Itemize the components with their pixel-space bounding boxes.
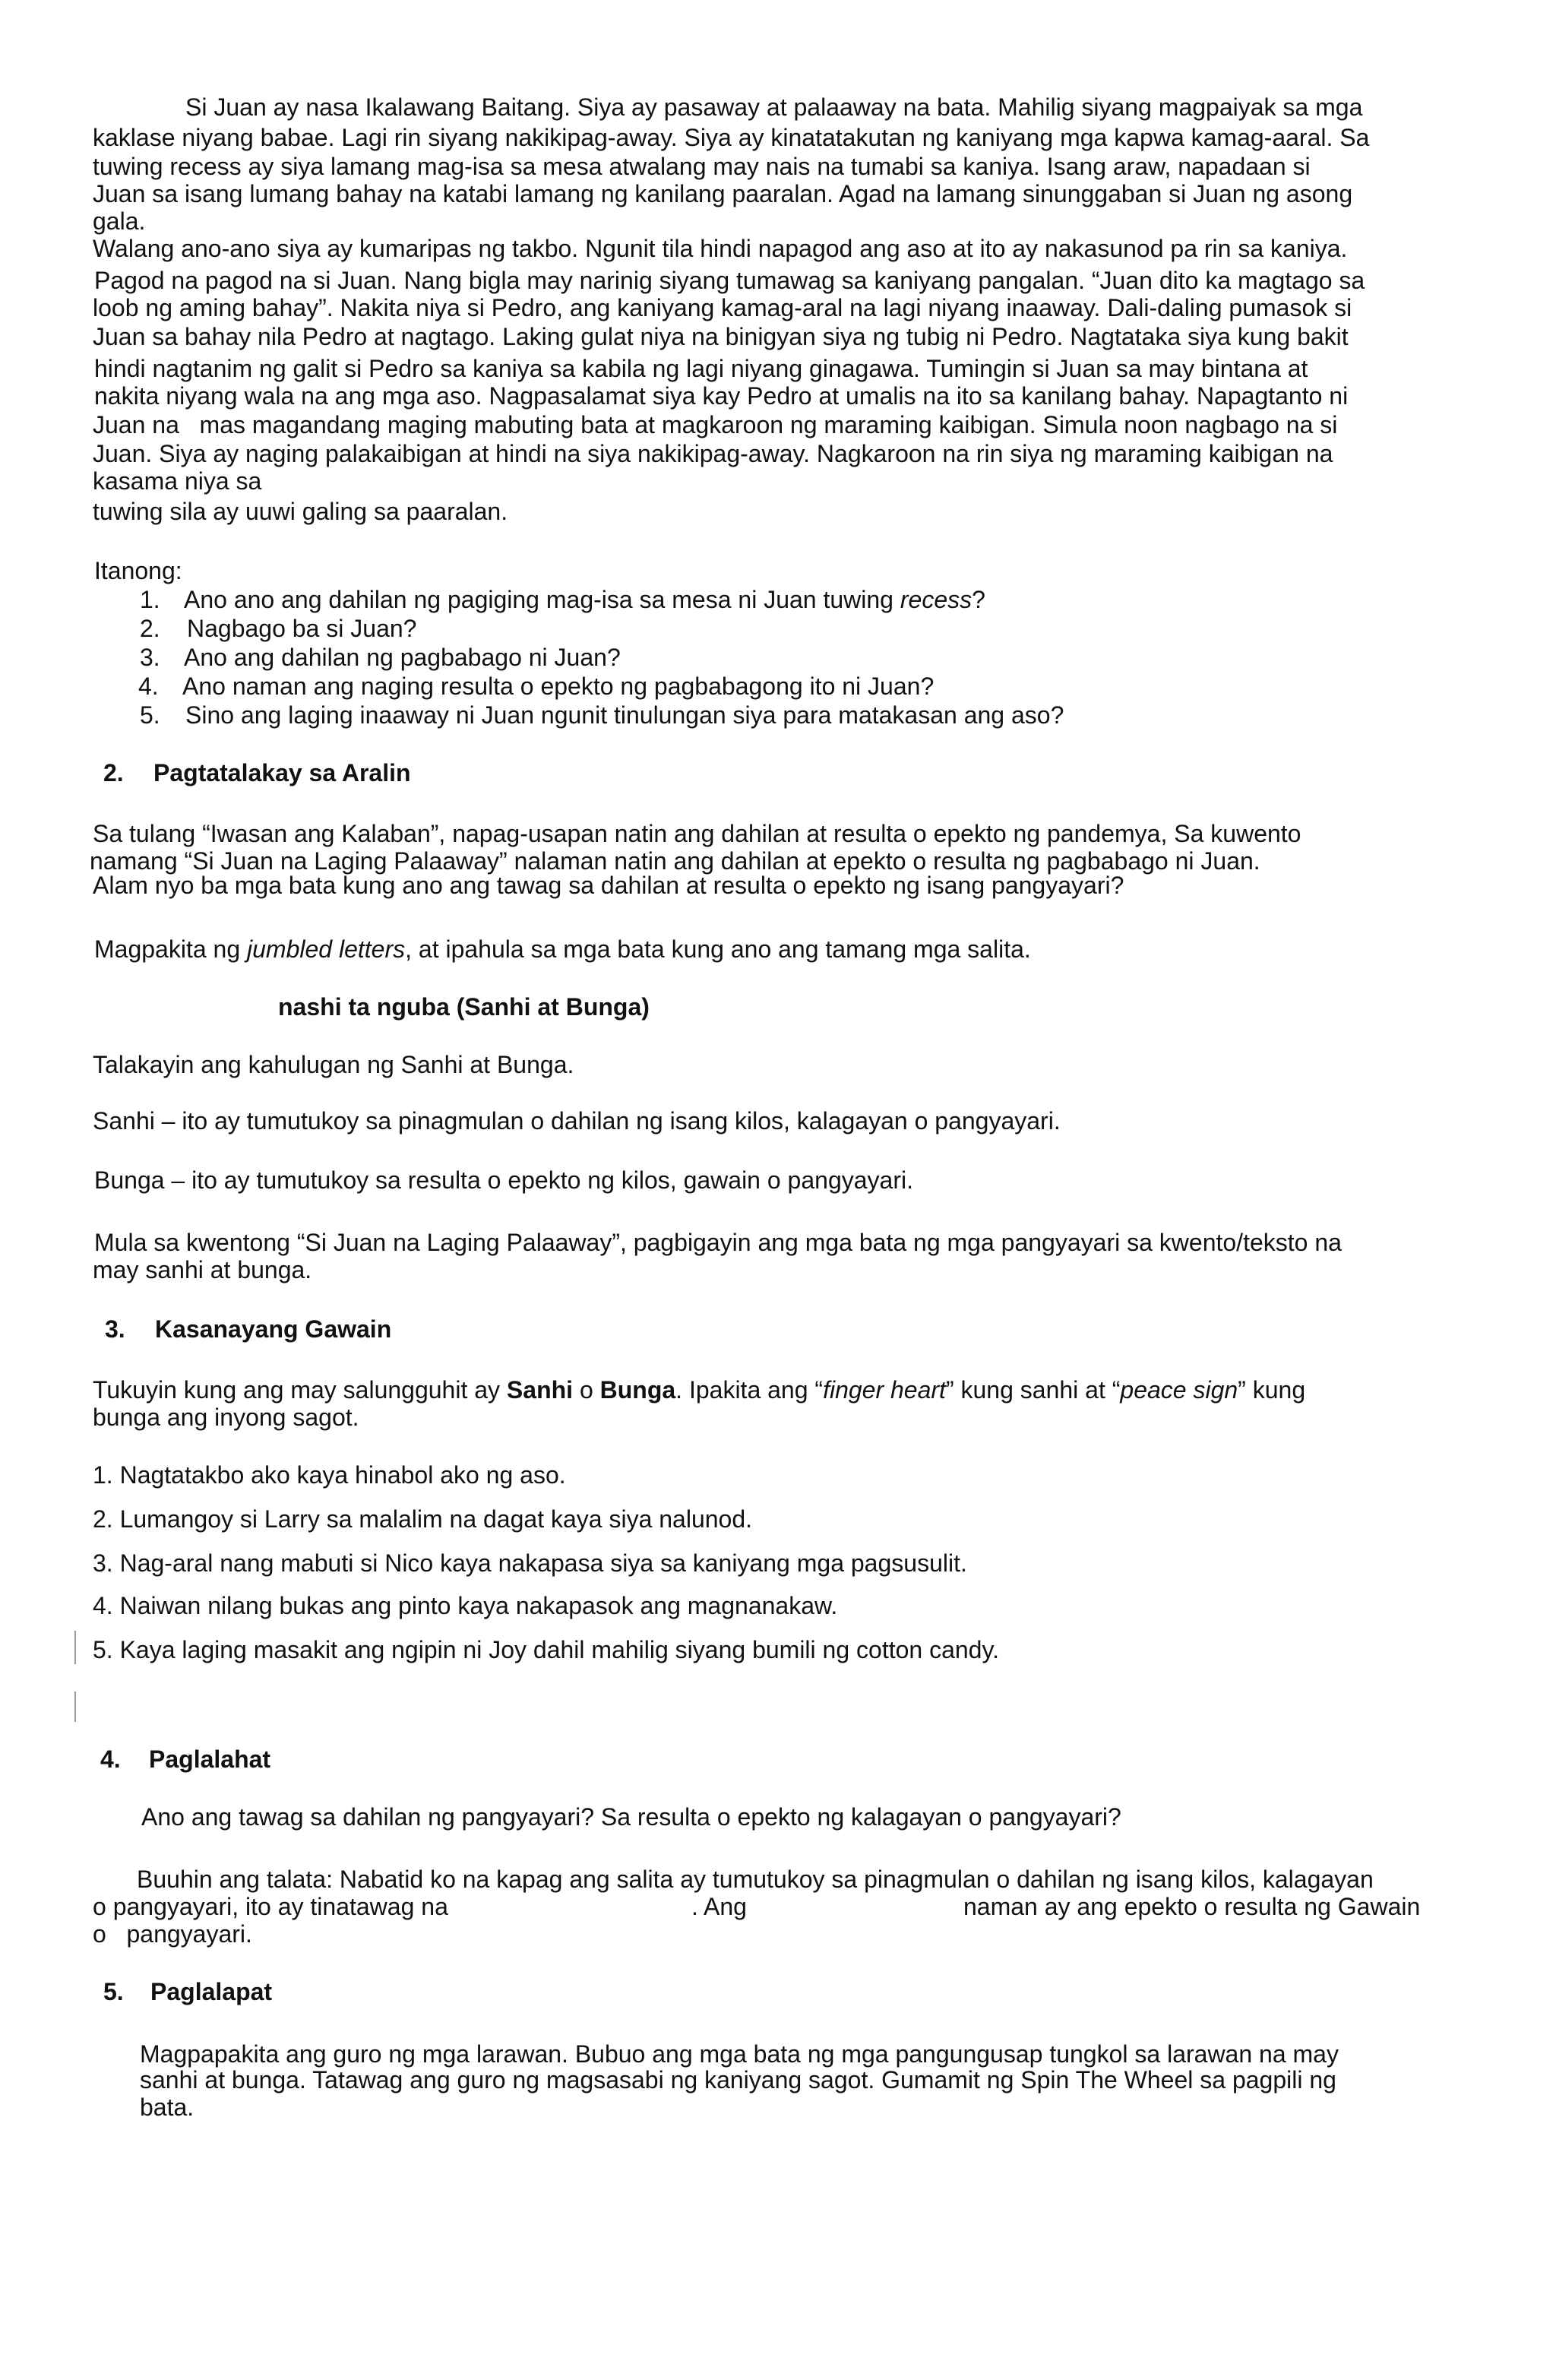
story-line: kaklase niyang babae. Lagi rin siyang nakikipag-away. Siya ay kinatatakutan ng kaniyang mga kapwa kamag-aaral. Sa	[93, 124, 1370, 151]
question-text-end: ?	[972, 586, 985, 613]
story-line: Juan sa isang lumang bahay na katabi lamang ng kanilang paaralan. Agad na lamang sinunggaban si Juan ng asong	[93, 180, 1353, 207]
section-number: 4.	[100, 1745, 121, 1773]
jumbled-text-end: , at ipahula sa mga bata kung ano ang tamang mga salita.	[405, 935, 1031, 963]
story-line: Walang ano-ano siya ay kumaripas ng takbo. Ngunit tila hindi napagod ang aso at ito ay nakasunod pa rin sa kaniya.	[93, 235, 1348, 262]
lesson-intro-line: Alam nyo ba mga bata kung ano ang tawag sa dahilan at resulta o epekto ng isang pangyayari?	[93, 872, 1124, 899]
question-number: 4.	[138, 673, 159, 700]
jumbled-emphasis: jumbled letters	[247, 935, 406, 963]
question-text: Ano naman ang naging resulta o epekto ng pagbabagong ito ni Juan?	[182, 673, 935, 700]
generalization-question: Ano ang tawag sa dahilan ng pangyayari? Sa resulta o epekto ng kalagayan o pangyayari?	[141, 1803, 1121, 1831]
fill-in-segment: naman ay ang epekto o resulta ng Gawain	[963, 1893, 1421, 1920]
margin-change-mark	[74, 1692, 76, 1722]
exercise-item: 2. Lumangoy si Larry sa malalim na dagat kaya siya nalunod.	[93, 1505, 753, 1533]
fill-in-segment: . Ang	[691, 1893, 747, 1920]
instruction-italic: finger heart	[823, 1376, 946, 1404]
question-number: 3.	[140, 644, 160, 671]
question-item	[184, 585, 985, 614]
question-number: 2.	[140, 615, 160, 642]
story-line: hindi nagtanim ng galit si Pedro sa kaniya sa kabila ng lagi niyang ginagawa. Tumingin si Juan sa may bintana at	[94, 355, 1308, 382]
fill-in-line: o pangyayari.	[93, 1920, 252, 1948]
section-title: Pagtatalakay sa Aralin	[153, 759, 411, 786]
instruction-bold: Sanhi	[506, 1376, 574, 1404]
instruction-text: ” kung	[1238, 1376, 1306, 1404]
instruction-italic: peace sign	[1120, 1376, 1238, 1404]
margin-change-mark	[74, 1631, 76, 1664]
question-text: Sino ang laging inaaway ni Juan ngunit tinulungan siya para matakasan ang aso?	[185, 701, 1064, 729]
instruction-text: ” kung sanhi at “	[945, 1376, 1121, 1404]
story-line: Juan sa bahay nila Pedro at nagtago. Laking gulat niya na binigyan siya ng tubig ni Pedro. Nagtataka siya kung bakit	[93, 323, 1349, 350]
story-line: gala.	[93, 207, 146, 235]
section-title: Paglalapat	[150, 1978, 273, 2005]
exercise-item: 5. Kaya laging masakit ang ngipin ni Joy dahil mahilig siyang bumili ng cotton candy.	[93, 1636, 999, 1663]
story-line: Juan na mas magandang maging mabuting bata at magkaroon ng maraming kaibigan. Simula noon nagbago na si	[93, 411, 1338, 438]
section-number: 2.	[103, 759, 124, 786]
task-line: may sanhi at bunga.	[93, 1256, 312, 1283]
question-number: 1.	[140, 586, 160, 613]
application-line: sanhi at bunga. Tatawag ang guro ng magsasabi ng kaniyang sagot. Gumamit ng Spin The Wheel sa pagpili ng	[140, 2066, 1336, 2094]
section-title: Paglalahat	[149, 1745, 271, 1773]
question-text: Nagbago ba si Juan?	[187, 615, 417, 642]
story-line: Pagod na pagod na si Juan. Nang bigla may narinig siyang tumawag sa kaniyang pangalan. “Juan dito ka magtago sa	[94, 267, 1365, 294]
exercise-item: 3. Nag-aral nang mabuti si Nico kaya nakapasa siya sa kaniyang mga pagsusulit.	[93, 1549, 967, 1577]
question-text: Ano ang dahilan ng pagbabago ni Juan?	[184, 644, 621, 671]
application-line: Magpapakita ang guro ng mga larawan. Bubuo ang mga bata ng mga pangungusap tungkol sa larawan na may	[140, 2040, 1339, 2068]
exercise-instruction-line2: bunga ang inyong sagot.	[93, 1404, 359, 1431]
bunga-definition: Bunga – ito ay tumutukoy sa resulta o epekto ng kilos, gawain o pangyayari.	[94, 1166, 913, 1194]
jumbled-answer: nashi ta nguba (Sanhi at Bunga)	[278, 993, 650, 1021]
sanhi-definition: Sanhi – ito ay tumutukoy sa pinagmulan o dahilan ng isang kilos, kalagayan o pangyayari.	[93, 1107, 1061, 1135]
task-line: Mula sa kwentong “Si Juan na Laging Palaaway”, pagbigayin ang mga bata ng mga pangyayari sa kwento/teksto na	[94, 1229, 1342, 1256]
fill-in-segment: o pangyayari, ito ay tinatawag na	[93, 1893, 448, 1920]
story-line: Si Juan ay nasa Ikalawang Baitang. Siya ay pasaway at palaaway na bata. Mahilig siyang magpaiyak sa mga	[185, 93, 1363, 121]
lesson-intro-line: Sa tulang “Iwasan ang Kalaban”, napag-usapan natin ang dahilan at resulta o epekto ng pandemya, Sa kuwento	[93, 820, 1301, 847]
story-line: loob ng aming bahay”. Nakita niya si Pedro, ang kaniyang kamag-aral na lagi niyang inaaway. Dali-daling pumasok si	[93, 294, 1352, 321]
exercise-instruction	[93, 1375, 1305, 1404]
section-number: 3.	[105, 1315, 125, 1343]
story-line: Juan. Siya ay naging palakaibigan at hindi na siya nakikipag-away. Nagkaroon na rin siya ng maraming kaibigan na	[93, 440, 1333, 467]
story-line: nakita niyang wala na ang mga aso. Nagpasalamat siya kay Pedro at umalis na ito sa kanilang bahay. Napagtanto ni	[94, 382, 1349, 410]
instruction-text: o	[573, 1376, 600, 1404]
discuss-line: Talakayin ang kahulugan ng Sanhi at Bunga.	[93, 1051, 574, 1078]
section-number: 5.	[103, 1978, 124, 2005]
instruction-text: . Ipakita ang “	[675, 1376, 824, 1404]
lesson-intro-line: namang “Si Juan na Laging Palaaway” nalaman natin ang dahilan at epekto o resulta ng pagbabago ni Juan.	[90, 847, 1260, 875]
jumbled-instruction	[94, 935, 1031, 964]
question-emphasis: recess	[900, 586, 972, 613]
application-line: bata.	[140, 2094, 194, 2121]
section-title: Kasanayang Gawain	[155, 1315, 392, 1343]
fill-in-line: Buuhin ang talata: Nabatid ko na kapag ang salita ay tumutukoy sa pinagmulan o dahilan ng isang kilos, kalagayan	[137, 1866, 1374, 1893]
question-number: 5.	[140, 701, 160, 729]
jumbled-text: Magpakita ng	[94, 935, 248, 963]
exercise-item: 1. Nagtatakbo ako kaya hinabol ako ng aso.	[93, 1461, 566, 1489]
question-text: Ano ano ang dahilan ng pagiging mag-isa sa mesa ni Juan tuwing	[184, 586, 900, 613]
story-line: kasama niya sa	[93, 467, 262, 495]
story-line: tuwing recess ay siya lamang mag-isa sa mesa atwalang may nais na tumabi sa kaniya. Isang araw, napadaan si	[93, 153, 1311, 180]
story-line: tuwing sila ay uuwi galing sa paaralan.	[93, 498, 508, 525]
exercise-item: 4. Naiwan nilang bukas ang pinto kaya nakapasok ang magnanakaw.	[93, 1592, 838, 1619]
questions-heading: Itanong:	[94, 557, 182, 584]
instruction-bold: Bunga	[599, 1376, 676, 1404]
instruction-text: Tukuyin kung ang may salungguhit ay	[93, 1376, 507, 1404]
